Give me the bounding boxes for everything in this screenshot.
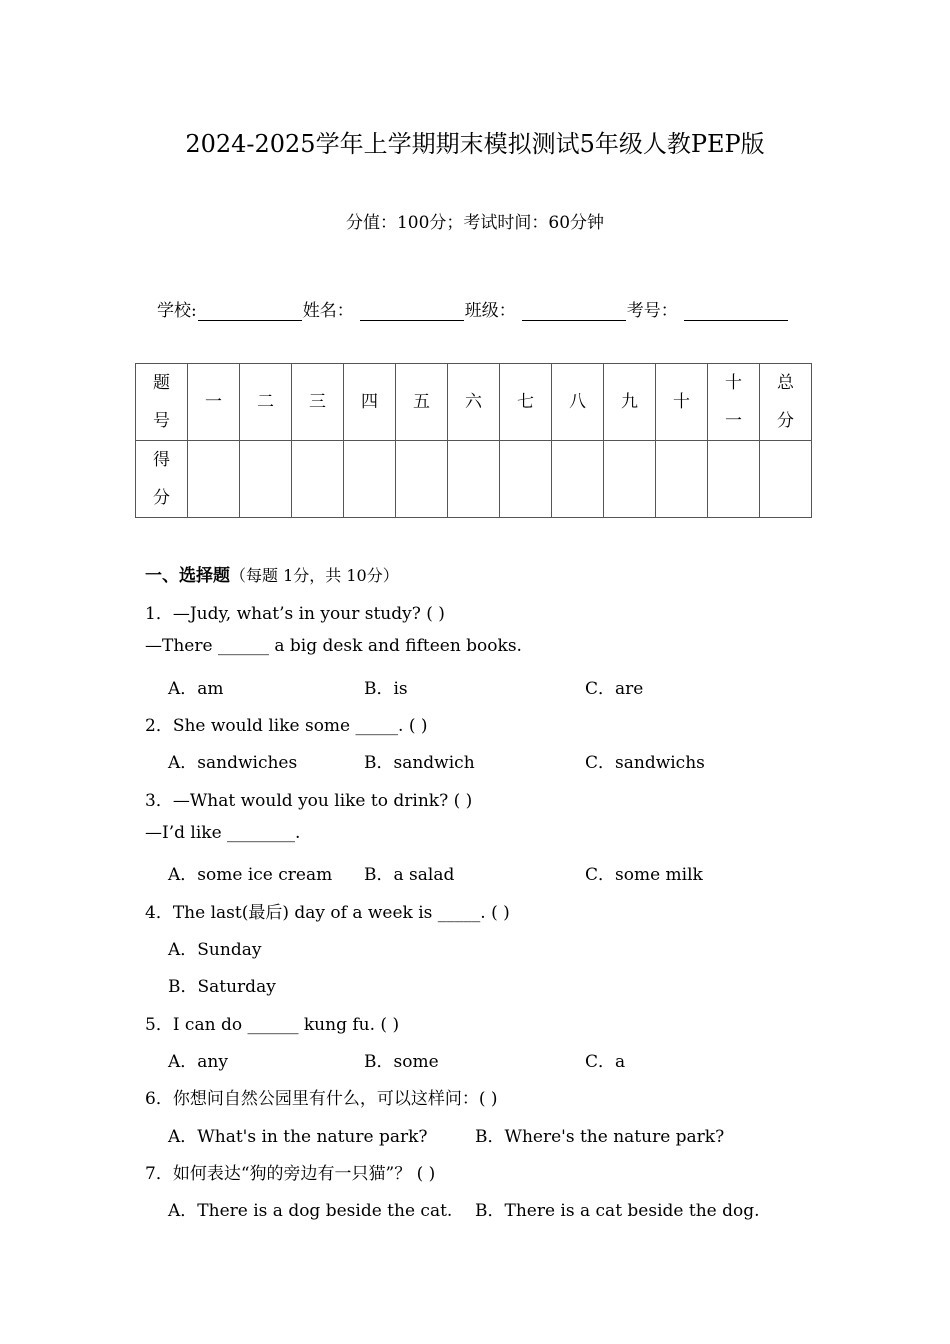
score-cell[interactable] xyxy=(656,441,708,518)
option-a[interactable]: A．am xyxy=(168,679,224,699)
question-stem: 2．She would like some _____. ( ) xyxy=(145,716,428,736)
score-cell[interactable] xyxy=(604,441,656,518)
page-title: 2024-2025学年上学期期末模拟测试5年级人教PEP版 xyxy=(185,130,765,158)
table-cell: 二 xyxy=(240,364,292,441)
option-c[interactable]: C．are xyxy=(585,679,644,699)
option-a[interactable]: A．What's in the nature park? xyxy=(168,1127,428,1147)
table-cell: 五 xyxy=(396,364,448,441)
score-table xyxy=(135,363,812,518)
table-cell: 十一 xyxy=(708,364,760,441)
option-b[interactable]: B．a salad xyxy=(364,865,455,885)
score-cell[interactable] xyxy=(292,441,344,518)
question-stem-line2: —There ______ a big desk and fifteen books. xyxy=(145,636,522,656)
score-cell[interactable] xyxy=(240,441,292,518)
table-cell: 八 xyxy=(552,364,604,441)
table-cell: 六 xyxy=(448,364,500,441)
school-label: 学校: xyxy=(157,301,197,321)
option-a[interactable]: A．some ice cream xyxy=(168,865,333,885)
option-c[interactable]: C．some milk xyxy=(585,865,703,885)
section-note: （每题 1分，共 10分） xyxy=(230,566,399,585)
table-cell: 七 xyxy=(500,364,552,441)
exam-no-blank[interactable] xyxy=(684,300,788,321)
school-blank[interactable] xyxy=(198,300,302,321)
question-stem: 6．你想问自然公园里有什么，可以这样问：( ) xyxy=(145,1089,498,1109)
score-cell[interactable] xyxy=(760,441,812,518)
question-stem: 4．The last(最后) day of a week is _____. ( ) xyxy=(145,903,510,923)
score-cell[interactable] xyxy=(188,441,240,518)
section-title: 一、选择题 xyxy=(145,566,230,586)
class-label: 班级： xyxy=(464,301,516,321)
score-cell[interactable] xyxy=(552,441,604,518)
question-stem-line2: —I’d like ________. xyxy=(145,823,301,843)
table-cell: 九 xyxy=(604,364,656,441)
section-heading xyxy=(145,561,399,586)
option-b[interactable]: B．is xyxy=(364,679,408,699)
question-stem: 1．—Judy, what’s in your study? ( ) xyxy=(145,604,445,624)
table-cell: 题号 xyxy=(136,364,188,441)
option-b[interactable]: B．sandwich xyxy=(364,753,475,773)
table-cell: 十 xyxy=(656,364,708,441)
name-blank[interactable] xyxy=(360,300,464,321)
score-cell[interactable] xyxy=(344,441,396,518)
score-cell[interactable] xyxy=(500,441,552,518)
option-c[interactable]: C．a xyxy=(585,1052,626,1072)
option-c[interactable]: C．sandwichs xyxy=(585,753,705,773)
class-blank[interactable] xyxy=(522,300,626,321)
table-cell: 四 xyxy=(344,364,396,441)
name-label: 姓名： xyxy=(302,301,354,321)
table-score-row xyxy=(136,441,812,518)
option-a[interactable]: A．sandwiches xyxy=(168,753,298,773)
table-cell: 一 xyxy=(188,364,240,441)
table-cell: 总分 xyxy=(760,364,812,441)
option-b[interactable]: B．There is a cat beside the dog. xyxy=(475,1201,760,1221)
exam-no-label: 考号： xyxy=(626,301,678,321)
score-cell[interactable] xyxy=(396,441,448,518)
table-cell: 三 xyxy=(292,364,344,441)
option-b[interactable]: B．Saturday xyxy=(168,977,276,997)
table-header-row xyxy=(136,364,812,441)
exam-meta: 分值：100分；考试时间：60分钟 xyxy=(345,213,605,233)
question-stem: 7．如何表达“狗的旁边有一只猫”？ ( ) xyxy=(145,1164,436,1184)
student-info-line xyxy=(157,296,789,321)
score-cell[interactable] xyxy=(448,441,500,518)
option-a[interactable]: A．There is a dog beside the cat. xyxy=(168,1201,453,1221)
table-cell: 得分 xyxy=(136,441,188,518)
option-b[interactable]: B．some xyxy=(364,1052,439,1072)
score-cell[interactable] xyxy=(708,441,760,518)
option-a[interactable]: A．any xyxy=(168,1052,228,1072)
question-stem: 3．—What would you like to drink? ( ) xyxy=(145,791,473,811)
option-b[interactable]: B．Where's the nature park? xyxy=(475,1127,725,1147)
question-stem: 5．I can do ______ kung fu. ( ) xyxy=(145,1015,400,1035)
option-a[interactable]: A．Sunday xyxy=(168,940,262,960)
